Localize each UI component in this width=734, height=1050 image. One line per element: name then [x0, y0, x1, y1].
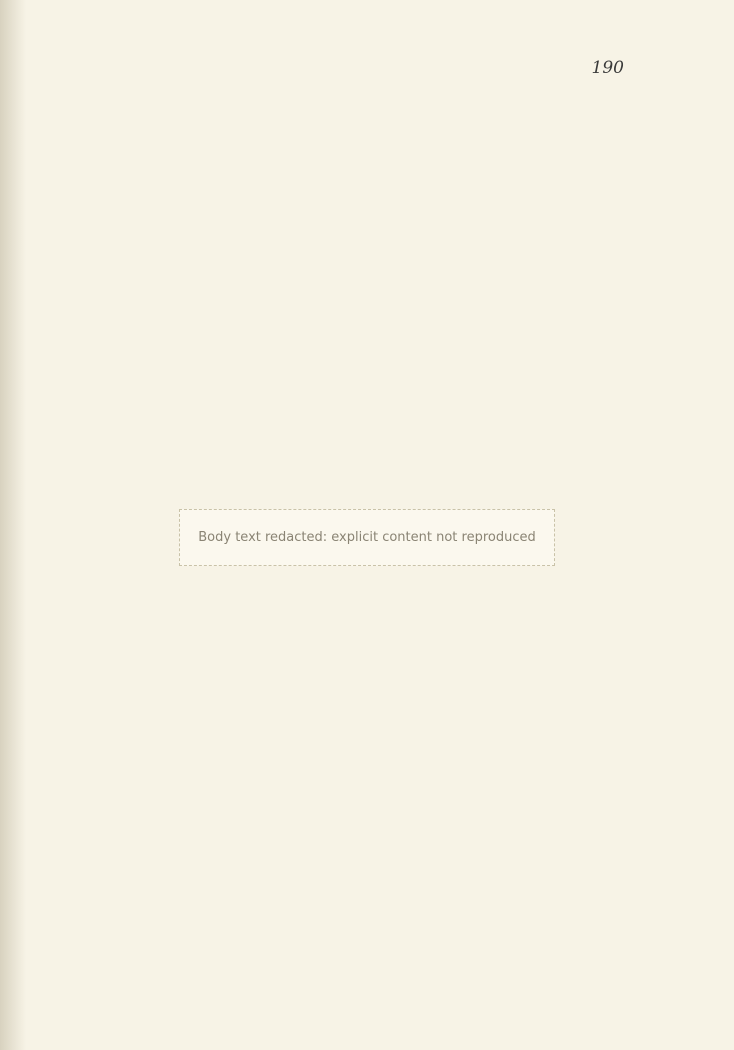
page-number: 190 [591, 58, 624, 78]
binding-gutter [0, 0, 26, 1050]
vertical-text-block [95, 115, 639, 960]
redaction-notice: Body text redacted: explicit content not reproduced [179, 509, 555, 566]
